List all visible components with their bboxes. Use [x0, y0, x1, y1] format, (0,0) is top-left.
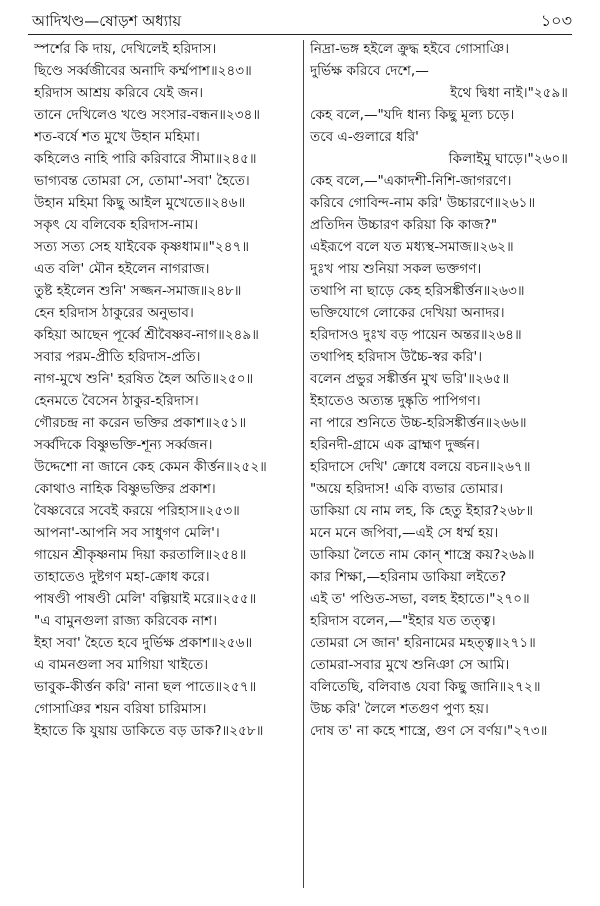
verse-line: সর্ব্বদিকে বিষ্ণুভক্তি-শূন্য সর্ব্বজন।: [34, 437, 213, 453]
verse-line: কেহ বলে,—"যদি ধান্য কিছু মূল্য চড়ে।: [310, 107, 515, 123]
verse-line: হরিদাসও দুঃখ বড় পায়েন অন্তর॥২৬৪॥: [310, 327, 522, 343]
verse-line: হেনমতে বৈসেন ঠাকুর-হরিদাস।: [34, 393, 199, 409]
chapter-title: আদিখণ্ড—ষোড়শ অধ্যায়: [32, 12, 182, 30]
verse-line: করিবে গোবিন্দ-নাম করি' উচ্চারণে॥২৬১॥: [310, 195, 536, 211]
verse-line: ইহাতেও অত্যন্ত দুষ্কৃতি পাপিগণ।: [310, 393, 481, 409]
verse-line: হরিদাসে দেখি' ক্রোধে বলয়ে বচন॥২৬৭॥: [310, 459, 531, 475]
verse-line: ডাকিয়া যে নাম লহ, কি হেতু ইহার?২৬৮॥: [310, 503, 534, 519]
verse-line: হেন হরিদাস ঠাকুরের অনুভাব।: [34, 305, 194, 321]
verse-line: প্রতিদিন উচ্চারণ করিয়া কি কাজ?": [310, 217, 498, 233]
verse-line: উদ্দেশো না জানে কেহ কেমন কীর্ত্তন॥২৫২॥: [34, 459, 267, 475]
verse-line: তানে দেখিলেও খণ্ডে সংসার-বন্ধন॥২৩৪॥: [34, 107, 261, 123]
verse-line: ভক্তিযোগে লোকের দেখিয়া অনাদর।: [310, 305, 505, 321]
verse-line: উহান মহিমা কিছু আইল মুখেতে॥২৪৬॥: [34, 195, 246, 211]
verse-line: দুর্ভিক্ষ করিবে দেশে,—: [310, 63, 429, 79]
verse-line: হরিদাস বলেন,—"ইহার যত তত্ত্ব।: [310, 613, 496, 629]
verse-line: তাহাতেও দুষ্টগণ মহা-ক্রোধ করে।: [34, 569, 210, 585]
verse-line: গোসাঞির শয়ন বরিষা চারিমাস।: [34, 701, 207, 717]
verse-line: ভাগ্যবন্ত তোমরা সে, তোমা'-সবা' হৈতে।: [34, 173, 250, 189]
verse-line: দুঃখ পায় শুনিয়া সকল ভক্তগণ।: [310, 261, 482, 277]
verse-line: বলেন প্রভুর সঙ্কীর্ত্তন মুখ ভরি'॥২৬৫॥: [310, 371, 510, 387]
verse-line: শত-বর্ষে শত মুখে উহান মহিমা।: [34, 129, 200, 145]
left-column: [34, 38, 302, 742]
verse-line: তবে এ-গুলারে ধরি': [310, 129, 419, 145]
verse-line: হরিনদী-গ্রামে এক ব্রাহ্মণ দুর্জ্জন।: [310, 437, 480, 453]
verse-line: স্পর্শের কি দায়, দেখিলেই হরিদাস।: [34, 41, 217, 57]
verse-line: এত বলি' মৌন হইলেন নাগরাজ।: [34, 261, 210, 277]
verse-line: তোমরা-সবার মুখে শুনিঞা সে আমি।: [310, 657, 510, 673]
verse-line: ইহা সবা' হৈতে হবে দুর্ভিক্ষ প্রকাশ॥২৫৬॥: [34, 635, 253, 651]
verse-line: দোষ ত' না কহে শাস্ত্রে, গুণ সে বর্ণয়।"২৭৩॥: [310, 723, 548, 739]
verse-line: কহিয়া আছেন পূর্ব্বে শ্রীবৈষ্ণব-নাগ॥২৪৯॥: [34, 327, 259, 343]
verse-line: আপনা'-আপনি সব সাধুগণ মেলি'।: [34, 525, 220, 541]
verse-line: সত্য সত্য সেহ যাইবেক কৃষ্ণধাম॥"২৪৭॥: [34, 239, 250, 255]
verse-line: সবার পরম-প্রীতি হরিদাস-প্রতি।: [34, 349, 201, 365]
verse-line: ডাকিয়া লৈতে নাম কোন্ শাস্ত্রে কয়?২৬৯॥: [310, 547, 535, 563]
verse-line: ছিণ্ডে সর্ব্বজীবের অনাদি কর্ম্মপাশ॥২৪৩॥: [34, 63, 252, 79]
verse-line: তুষ্ট হইলেন শুনি' সজ্জন-সমাজ॥২৪৮॥: [34, 283, 242, 299]
page-header: [30, 8, 572, 34]
verse-line: কার শিক্ষা,—হরিনাম ডাকিয়া লইতে?: [310, 569, 507, 585]
verse-line: "অয়ে হরিদাস! একি ব্যভার তোমার।: [310, 481, 504, 497]
verse-line: কহিলেও নাহি পারি করিবারে সীমা॥২৪৫॥: [34, 151, 257, 167]
verse-line: ভাবুক-কীর্ত্তন করি' নানা ছল পাতে॥২৫৭॥: [34, 679, 257, 695]
verse-line: গায়েন শ্রীকৃষ্ণনাম দিয়া করতালি॥২৫৪॥: [34, 547, 247, 563]
verse-line: মনে মনে জপিবা,—এই সে ধর্ম্ম হয়।: [310, 525, 499, 541]
verse-line: কিলাইমু ঘাড়ে।"২৬০॥: [448, 151, 568, 167]
verse-line: ইহাতে কি যুয়ায় ডাকিতে বড় ডাক?॥২৫৮॥: [34, 723, 264, 739]
verse-line: ইথে দ্বিধা নাই।"২৫৯॥: [450, 85, 568, 101]
verse-line: নাগ-মুখে শুনি' হরষিত হৈল অতি॥২৫০॥: [34, 371, 254, 387]
verse-line: তোমরা সে জান' হরিনামের মহত্ত্ব॥২৭১॥: [310, 635, 536, 651]
verse-line: এই ত' পণ্ডিত-সভা, বলহ ইহাতে।"২৭০॥: [310, 591, 530, 607]
verse-line: বলিতেছি, বলিবাঙ যেবা কিছু জানি॥২৭২॥: [310, 679, 541, 695]
verse-line: হরিদাস আশ্রয় করিবে যেই জন।: [34, 85, 204, 101]
header-rule: [28, 34, 572, 35]
verse-line: তথাপি না ছাড়ে কেহ হরিসঙ্কীর্ত্তন॥২৬৩॥: [310, 283, 525, 299]
verse-line: বৈষ্ণবেরে সবেই করয়ে পরিহাস॥২৫৩॥: [34, 503, 240, 519]
verse-line: না পারে শুনিতে উচ্চ-হরিসঙ্কীর্ত্তন॥২৬৬॥: [310, 415, 527, 431]
verse-line: তথাপিহ হরিদাস উচ্চৈ-স্বর করি'।: [310, 349, 483, 365]
verse-line: এইরূপে বলে যত মধ্যস্থ-সমাজ॥২৬২॥: [310, 239, 514, 255]
column-divider: [303, 40, 304, 888]
verse-line: "এ বামুনগুলা রাজ্য করিবেক নাশ।: [34, 613, 218, 629]
verse-line: এ বামনগুলা সব মাগিয়া খাইতে।: [34, 657, 209, 673]
verse-line: নিদ্রা-ভঙ্গ হইলে ক্রুদ্ধ হইবে গোসাঞি।: [310, 41, 510, 57]
verse-line: কোথাও নাহিক বিষ্ণুভক্তির প্রকাশ।: [34, 481, 216, 497]
page-number: ১০৩: [540, 11, 572, 30]
verse-line: কেহ বলে,—"একাদশী-নিশি-জাগরণে।: [310, 173, 512, 189]
verse-line: উচ্চ করি' লৈলে শতগুণ পুণ্য হয়।: [310, 701, 489, 717]
verse-line: পাষণ্ডী পাষণ্ডী মেলি' বল্গিয়াই মরে॥২৫৫॥: [34, 591, 257, 607]
verse-line: সকৃৎ যে বলিবেক হরিদাস-নাম।: [34, 217, 199, 233]
right-column: [310, 38, 574, 742]
verse-line: গৌরচন্দ্র না করেন ভক্তির প্রকাশ॥২৫১॥: [34, 415, 247, 431]
